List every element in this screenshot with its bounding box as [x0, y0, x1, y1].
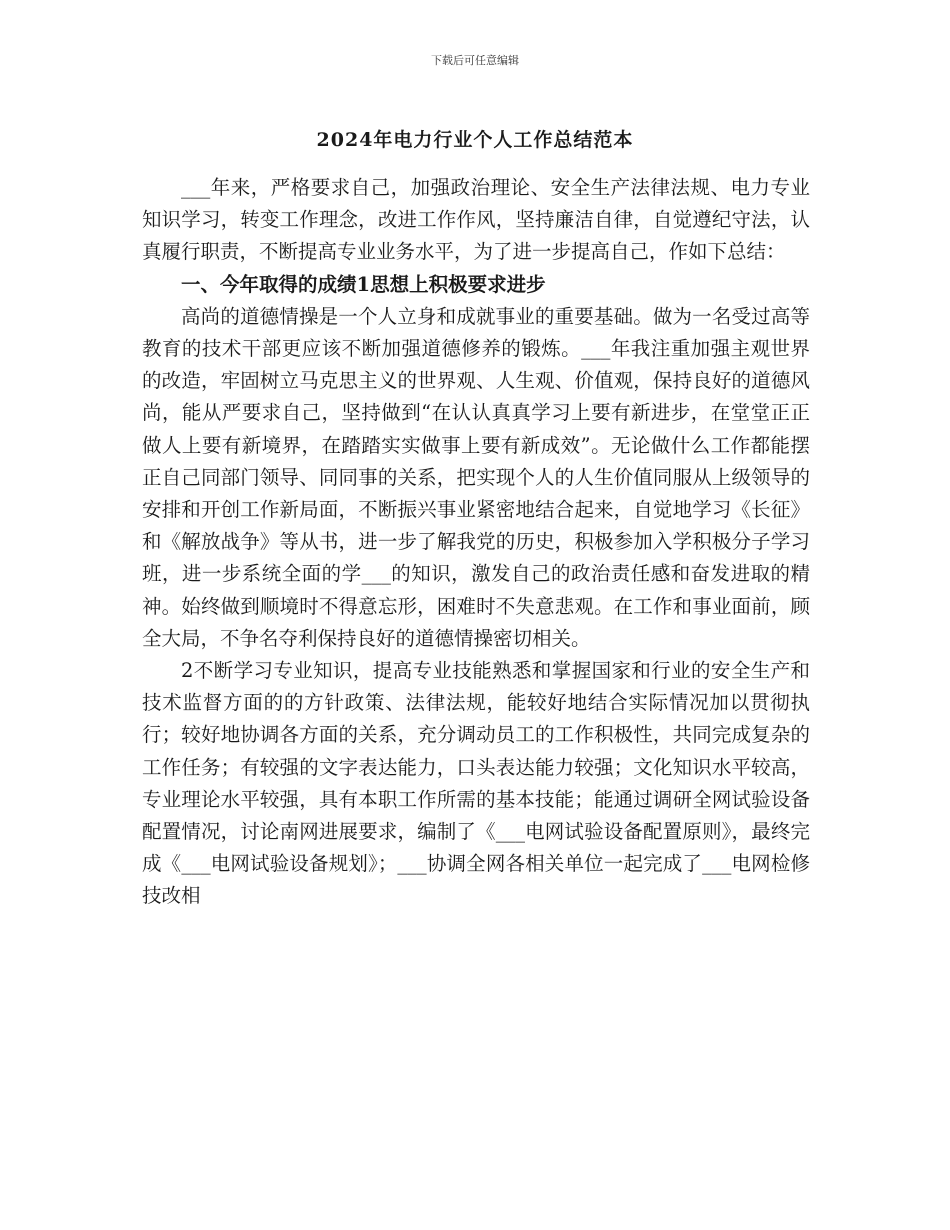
achievement-paragraph-1: 高尚的道德情操是一个人立身和成就事业的重要基础。做为一名受过高等教育的技术干部更应该不断加强道德修养的锻炼。___年我注重加强主观世界的改造，牢固树立马克思主义的世界观、人生观、价值观，保持良好的道德风尚，能从严要求自己，坚持做到“在认认真真学习上要有新进步，在堂堂正正做人上要有新境界，在踏踏实实做事上要有新成效”。无论做什么工作都能摆正自己同部门领导、同同事的关系，把实现个人的人生价值同服从上级领导的安排和开创工作新局面，不断振兴事业紧密地结合起来，自觉地学习《长征》和《解放战争》等从书，进一步了解我党的历史，积极参加入学积极分子学习班，进一步系统全面的学___的知识，激发自己的政治责任感和奋发进取的精神。始终做到顺境时不得意忘形，困难时不失意悲观。在工作和事业面前，顾全大局，不争名夺利保持良好的道德情操密切相关。 [142, 304, 810, 650]
intro-paragraph: ___年来，严格要求自己，加强政治理论、安全生产法律法规、电力专业知识学习，转变工作理念，改进工作作风，坚持廉洁自律，自觉遵纪守法，认真履行职责，不断提高专业业务水平，为了进一步提高自己，作如下总结： [142, 176, 810, 264]
achievement-paragraph-2: 2不断学习专业知识，提高专业技能熟悉和掌握国家和行业的安全生产和技术监督方面的的方针政策、法律法规，能较好地结合实际情况加以贯彻执行；较好地协调各方面的关系，充分调动员工的工作积极性，共同完成复杂的工作任务；有较强的文字表达能力，口头表达能力较强；文化知识水平较高，专业理论水平较强，具有本职工作所需的基本技能；能通过调研全网试验设备配置情况，讨论南网进展要求，编制了《___电网试验设备配置原则》，最终完成《___电网试验设备规划》；___协调全网各相关单位一起完成了___电网检修技改相 [142, 659, 810, 908]
document-body [142, 172, 810, 913]
document-title: 2024年电力行业个人工作总结范本 [316, 129, 634, 151]
section-heading: 一、今年取得的成绩1思想上积极要求进步 [181, 272, 546, 296]
page-header-note: 下载后可任意编辑 [431, 54, 519, 67]
